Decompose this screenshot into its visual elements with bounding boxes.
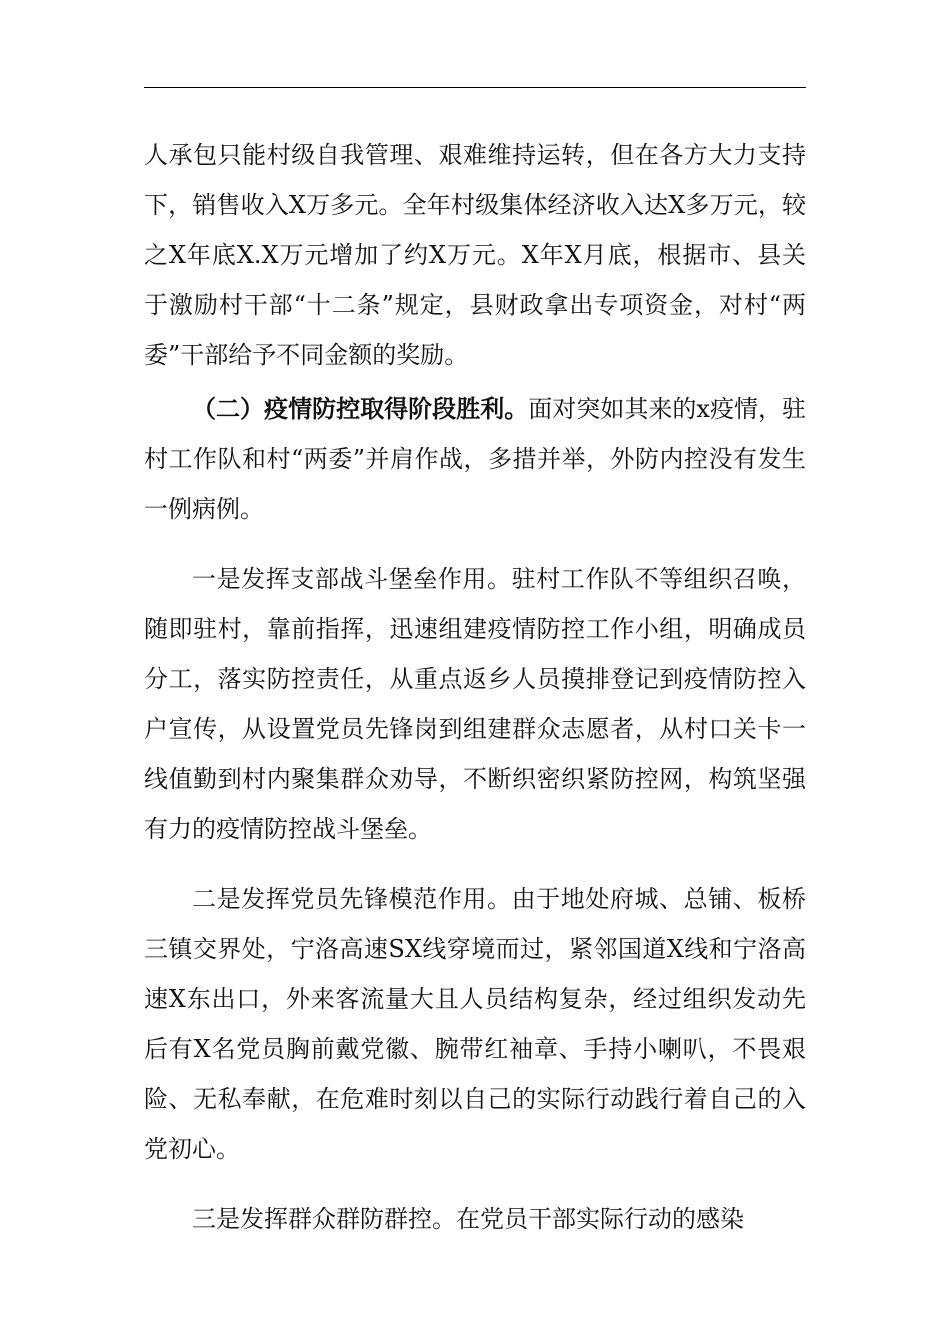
section-body: 面对突如其来的x疫情，驻村工作队和村“两委”并肩作战，多措并举，外防内控没有发生一例病例。	[144, 395, 806, 523]
paragraph-epidemic-section	[144, 384, 806, 534]
paragraph-point-three: 三是发挥群众群防群控。在党员干部实际行动的感染	[192, 1205, 744, 1233]
paragraph-point-one: 一是发挥支部战斗堡垒作用。驻村工作队不等组织召唤，随即驻村，靠前指挥，迅速组建疫情防控工作小组，明确成员分工，落实防控责任，从重点返乡人员摸排登记到疫情防控入户宣传，从设置党员先锋岗到组建群众志愿者，从村口关卡一线值勤到村内聚集群众劝导，不断织密织紧防控网，构筑坚强有力的疫情防控战斗堡垒。	[144, 565, 806, 843]
document-body	[144, 130, 806, 1244]
paragraph-point-two: 二是发挥党员先锋模范作用。由于地处府城、总铺、板桥三镇交界处，宁洛高速SX线穿境而过，紧邻国道X线和宁洛高速X东出口，外来客流量大且人员结构复杂，经过组织发动先后有X名党员胸前戴党徽、腕带红袖章、手持小喇叭，不畏艰险、无私奉献，在危难时刻以自己的实际行动践行着自己的入党初心。	[144, 885, 806, 1163]
header-rule	[144, 87, 806, 88]
section-heading: （二）疫情防控取得阶段胜利。	[192, 394, 529, 423]
paragraph-continuation: 人承包只能村级自我管理、艰难维持运转，但在各方大力支持下，销售收入X万多元。全年村级集体经济收入达X多万元，较之X年底X.X万元增加了约X万元。X年X月底，根据市、县关于激励村干部“十二条”规定，县财政拿出专项资金，对村“两委”干部给予不同金额的奖励。	[144, 141, 806, 369]
